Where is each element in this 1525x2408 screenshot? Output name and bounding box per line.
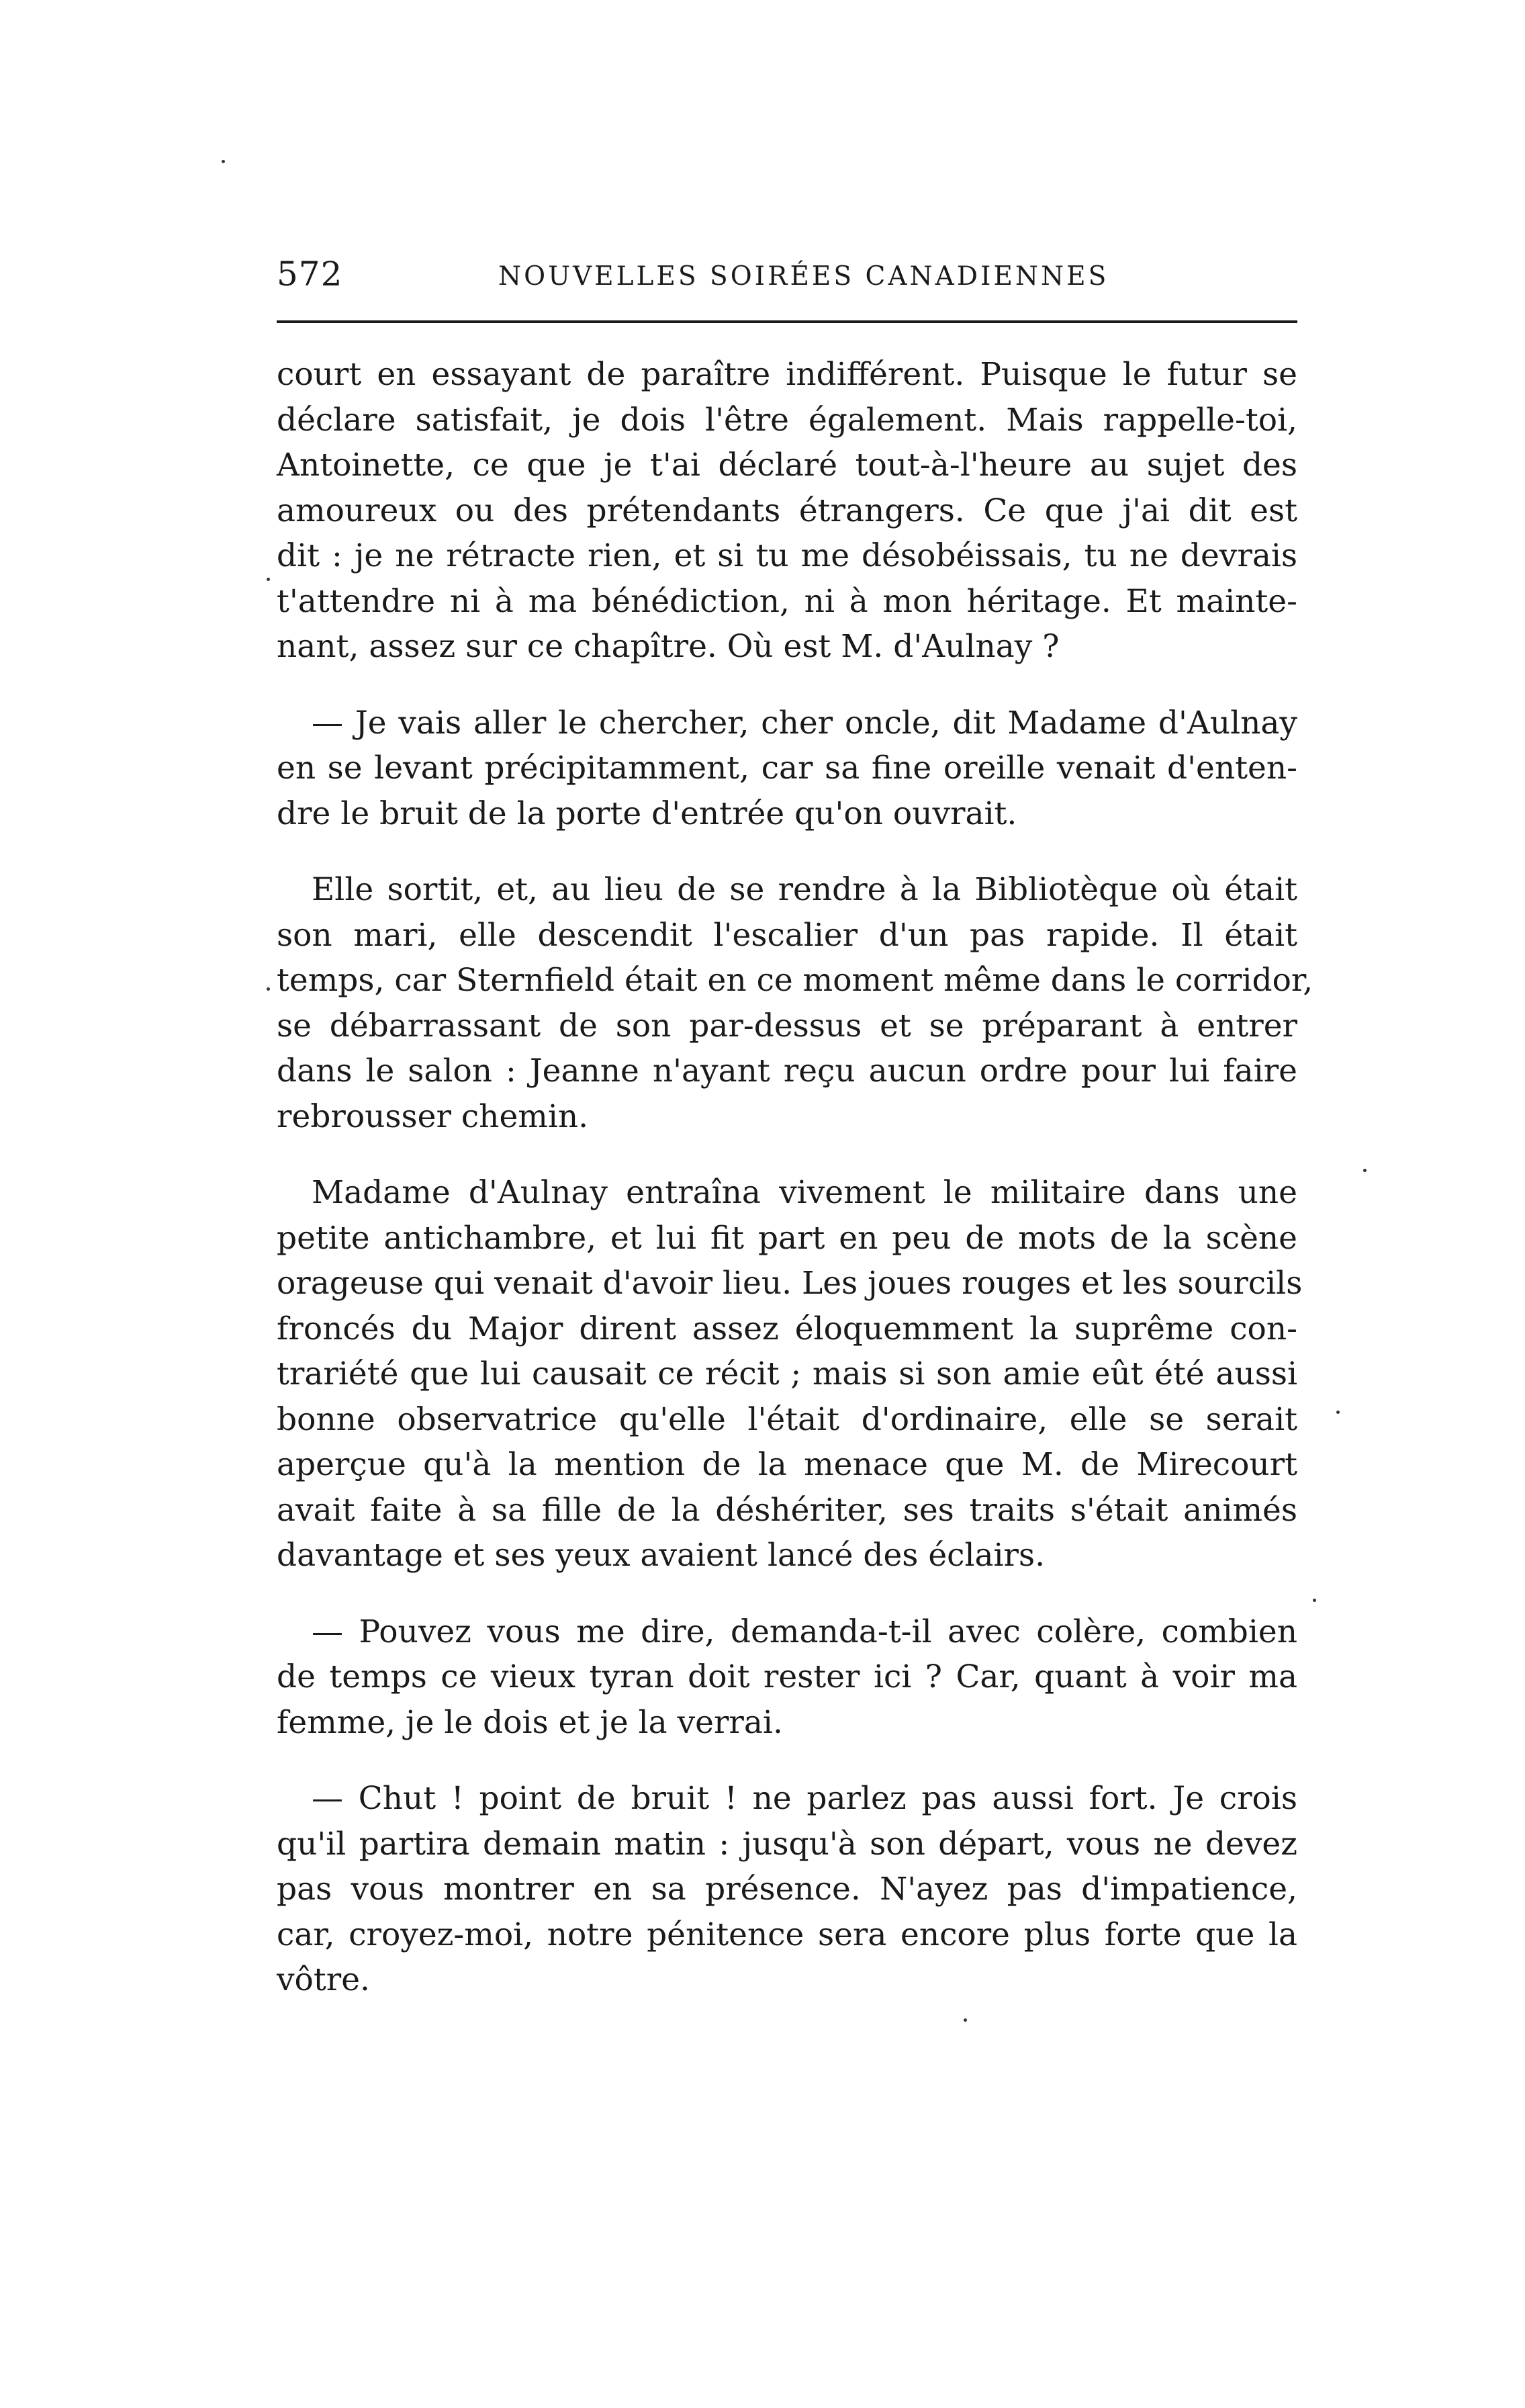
text-line: froncés du Major dirent assez éloquemment la suprême con- — [277, 1310, 1297, 1347]
text-line: trariété que lui causait ce récit ; mais si son amie eût été aussi — [277, 1355, 1297, 1392]
paragraph — [277, 352, 1297, 670]
text-line: son mari, elle descendit l'escalier d'un pas rapide. Il était — [277, 916, 1297, 954]
page-header — [277, 247, 1297, 301]
paragraph — [277, 1776, 1297, 2003]
text-line: Antoinette, ce que je t'ai déclaré tout-à-l'heure au sujet des — [277, 447, 1297, 484]
text-line: déclare satisfait, je dois l'être également. Mais rappelle-toi, — [277, 401, 1297, 439]
text-line: car, croyez-moi, notre pénitence sera encore plus forte que la — [277, 1916, 1297, 1953]
text-line: en se levant précipitamment, car sa fine oreille venait d'enten- — [277, 750, 1297, 787]
paragraph — [277, 1170, 1303, 1578]
text-line: amoureux ou des prétendants étrangers. Ce que j'ai dit est — [277, 492, 1297, 529]
text-line: court en essayant de paraître indifférent. Puisque le futur se — [277, 356, 1297, 393]
text-line: se débarrassant de son par-dessus et se préparant à entrer — [277, 1007, 1297, 1044]
text-line: orageuse qui venait d'avoir lieu. Les joues rouges et les sourcils — [277, 1265, 1303, 1302]
text-line: pas vous montrer en sa présence. N'ayez pas d'impatience, — [277, 1871, 1297, 1908]
text-line: t'attendre ni à ma bénédiction, ni à mon héritage. Et mainte- — [277, 582, 1297, 620]
text-line: avait faite à sa fille de la déshériter, ses traits s'était animés — [277, 1491, 1297, 1529]
text-line: Madame d'Aulnay entraîna vivement le militaire dans une — [312, 1174, 1297, 1211]
text-line: — Je vais aller le chercher, cher oncle, dit Madame d'Aulnay — [312, 704, 1297, 742]
text-line: Elle sortit, et, au lieu de se rendre à la Bibliotèque où était — [312, 871, 1297, 908]
text-line: temps, car Sternfield était en ce moment même dans le corridor, — [277, 962, 1313, 999]
text-line: dre le bruit de la porte d'entrée qu'on ouvrait. — [277, 795, 1017, 832]
paragraph — [277, 867, 1313, 1139]
scan-speck — [1336, 1411, 1340, 1414]
text-line: rebrousser chemin. — [277, 1098, 589, 1135]
scan-speck — [964, 2018, 967, 2022]
text-line: bonne observatrice qu'elle l'était d'ordinaire, elle se serait — [277, 1400, 1297, 1438]
paragraph — [277, 701, 1297, 837]
text-line: davantage et ses yeux avaient lancé des éclairs. — [277, 1537, 1046, 1574]
text-line: dans le salon : Jeanne n'ayant reçu aucun ordre pour lui faire — [277, 1053, 1297, 1089]
scan-speck — [267, 987, 270, 991]
text-line: — Chut ! point de bruit ! ne parlez pas aussi fort. Je crois — [312, 1780, 1297, 1817]
paragraph — [277, 1609, 1297, 1746]
text-line: dit : je ne rétracte rien, et si tu me désobéissais, tu ne devrais — [277, 537, 1297, 574]
scan-speck — [1363, 1169, 1367, 1172]
text-line: — Pouvez vous me dire, demanda-t-il avec colère, combien — [312, 1613, 1297, 1650]
page-number: 572 — [277, 255, 343, 294]
text-line: femme, je le dois et je la verrai. — [277, 1703, 783, 1741]
scan-speck — [1313, 1599, 1316, 1602]
body-text — [277, 352, 1313, 2024]
scan-speck — [267, 578, 270, 581]
header-rule — [277, 320, 1297, 323]
text-line: de temps ce vieux tyran doit rester ici ? Car, quant à voir ma — [277, 1658, 1297, 1695]
text-line: aperçue qu'à la mention de la menace que M. de Mirecourt — [277, 1446, 1297, 1483]
text-line: petite antichambre, et lui fit part en peu de mots de la scène — [277, 1219, 1297, 1257]
text-line: qu'il partira demain matin : jusqu'à son départ, vous ne devez — [277, 1825, 1297, 1863]
text-line: vôtre. — [277, 1961, 370, 1998]
running-title: NOUVELLES SOIRÉES CANADIENNES — [498, 261, 1109, 292]
scan-speck — [222, 160, 225, 163]
text-line: nant, assez sur ce chapître. Où est M. d'Aulnay ? — [277, 628, 1060, 665]
